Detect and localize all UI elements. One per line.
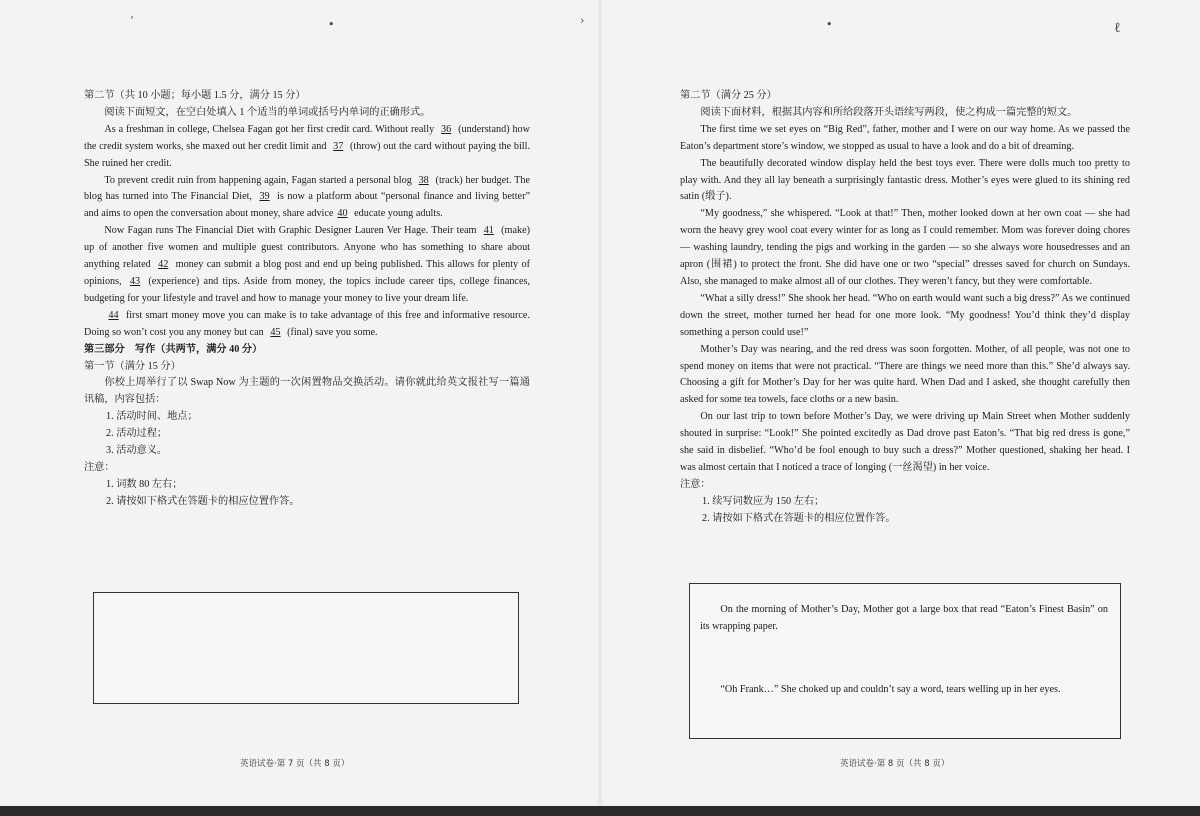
- task-item: 3. 活动意义。: [106, 445, 168, 457]
- blank-43: 43: [129, 275, 141, 287]
- page-fold: [597, 0, 603, 816]
- continuation-box: [689, 583, 1121, 739]
- story-paragraph: On our last trip to town before Mother’s Day, we were driving up Main Street when Mother suddenly shouted in surprise: “Look!” She pointed excitedly as Dad drove past Eaton’s. “That big red dress is gone,” she said in disbelief. “Who’d be fool enough to buy such a dress?” Mother questioned, shaking her head. I was almost certain that I noticed a trace of longing (一丝渴望) in her voice.: [680, 411, 1130, 473]
- story-paragraph: Mother’s Day was nearing, and the red dress was soon forgotten. Mother, of all people, was not one to spend money on items that were not practical. “There are things we need more than this.” She’d always say. Choosing a gift for Mother’s Day for her was quite hard. When Dad and I asked, she thought carefully then asked for some tea towels, face cloths or a new basin.: [680, 343, 1130, 406]
- scan-mark: ‘: [130, 14, 134, 27]
- scan-bottom-edge: [0, 806, 1200, 816]
- right-page: [680, 88, 1130, 528]
- note-item: 2. 请按如下格式在答题卡的相应位置作答。: [106, 495, 300, 507]
- note-item: 2. 请按如下格式在答题卡的相应位置作答。: [702, 512, 896, 524]
- answer-box: [93, 592, 519, 704]
- note-label: 注意：: [680, 478, 711, 490]
- passage-paragraph: 44 first smart money move you can make is to take advantage of this free and informative resource. Doing so won’t cost you any money but can 45 (final) save you some.: [84, 309, 530, 338]
- scan-mark: •: [328, 18, 335, 31]
- scan-mark: ›: [580, 14, 585, 27]
- instruction: 阅读下面材料，根据其内容和所给段落开头语续写两段，使之构成一篇完整的短文。: [700, 106, 1078, 118]
- blank-38: 38: [418, 174, 429, 186]
- story-paragraph: The first time we set eyes on “Big Red”, father, mother and I were on our way home. As we passed the Eaton’s department store’s window, we stopped as usual to have a look and do a bit of dreaming.: [680, 123, 1130, 152]
- note-item: 1. 词数 80 左右；: [106, 478, 183, 490]
- blank-45: 45: [270, 326, 281, 338]
- blank-36: 36: [441, 123, 452, 135]
- left-page: [84, 88, 530, 511]
- scan-mark: •: [826, 18, 833, 31]
- instruction: 阅读下面短文，在空白处填入 1 个适当的单词或括号内单词的正确形式。: [104, 106, 431, 118]
- scan-mark: ℓ: [1114, 20, 1121, 36]
- blank-39: 39: [259, 191, 270, 203]
- passage-paragraph: Now Fagan runs The Financial Diet with Graphic Designer Lauren Ver Hage. Their team 41 (make) up of another five women and multiple guest contributors. Anyone who has something to share about anything related 42 money can submit a blog post and end up being published. This allows for plenty of opinions, 43 (experience) and tips. Aside from money, the topics include career tips, college finances, budgeting for your lifestyle and travel and how to manage your money to live your dream life.: [84, 225, 530, 304]
- task-item: 1. 活动时间、地点；: [106, 411, 198, 423]
- story-paragraph: The beautifully decorated window display held the best toys ever. There were dolls much too pretty to play with. And they all lay beneath a surprisingly fantastic dress. Mother’s eyes were glued to its shining red satin (缎子).: [680, 157, 1130, 203]
- task-item: 2. 活动过程；: [106, 428, 168, 440]
- continuation-opening-1: On the morning of Mother’s Day, Mother got a large box that read “Eaton’s Finest Basin” on its wrapping paper.: [700, 604, 1108, 633]
- passage-paragraph: To prevent credit ruin from happening again, Fagan started a personal blog 38 (track) her budget. The blog has turned into The Financial Diet, 39 is now a platform about “personal finance and living better” and aims to open the conversation about money, share advice 40 educate young adults.: [84, 174, 530, 220]
- section-heading: 第二节（满分 25 分）: [680, 90, 777, 101]
- story-paragraph: “My goodness,” she whispered. “Look at that!” Then, mother looked down at her own coat — she had worn the heavy grey wool coat every winter for as long as I could remember. Mom was forever doing chores — washing laundry, tending the pigs and working in the garden — so she always wore housedresses and an apron (围裙) to protect the front. She did have one or two “special” dresses saved for church on Sundays. Also, she managed to make almost all of our clothes. They weren’t fancy, but they were comfortable.: [680, 208, 1130, 287]
- passage-paragraph: As a freshman in college, Chelsea Fagan got her first credit card. Without really 36 (understand) how the credit system works, she maxed out her credit limit and 37 (throw) out the card without paying the bill. She ruined her credit.: [84, 123, 531, 169]
- blank-44: 44: [108, 309, 119, 321]
- blank-37: 37: [333, 140, 344, 152]
- section-heading: 第一节（满分 15 分）: [84, 360, 181, 372]
- page-footer: 英语试卷·第 8 页（共 8 页）: [840, 759, 950, 769]
- section-heading: 第二节（共 10 小题；每小题 1.5 分，满分 15 分）: [84, 90, 306, 101]
- story-paragraph: “What a silly dress!” She shook her head. “Who on earth would want such a big dress?” As we continued down the street, mother turned her head for one more look. “My goodness! You’d think they’d display something a person could use!”: [680, 292, 1130, 338]
- part-heading: 第三部分 写作（共两节，满分 40 分）: [84, 343, 263, 355]
- blank-41: 41: [483, 225, 494, 237]
- task-intro: 你校上周举行了以 Swap Now 为主题的一次闲置物品交换活动。请你就此给英文报社写一篇通讯稿，内容包括：: [84, 377, 530, 406]
- continuation-opening-2: “Oh Frank…” She choked up and couldn’t say a word, tears welling up in her eyes.: [720, 684, 1061, 696]
- blank-40: 40: [337, 208, 348, 220]
- note-label: 注意：: [84, 461, 115, 473]
- blank-42: 42: [158, 259, 169, 271]
- note-item: 1. 续写词数应为 150 左右；: [702, 495, 825, 507]
- page-footer: 英语试卷·第 7 页（共 8 页）: [240, 759, 350, 769]
